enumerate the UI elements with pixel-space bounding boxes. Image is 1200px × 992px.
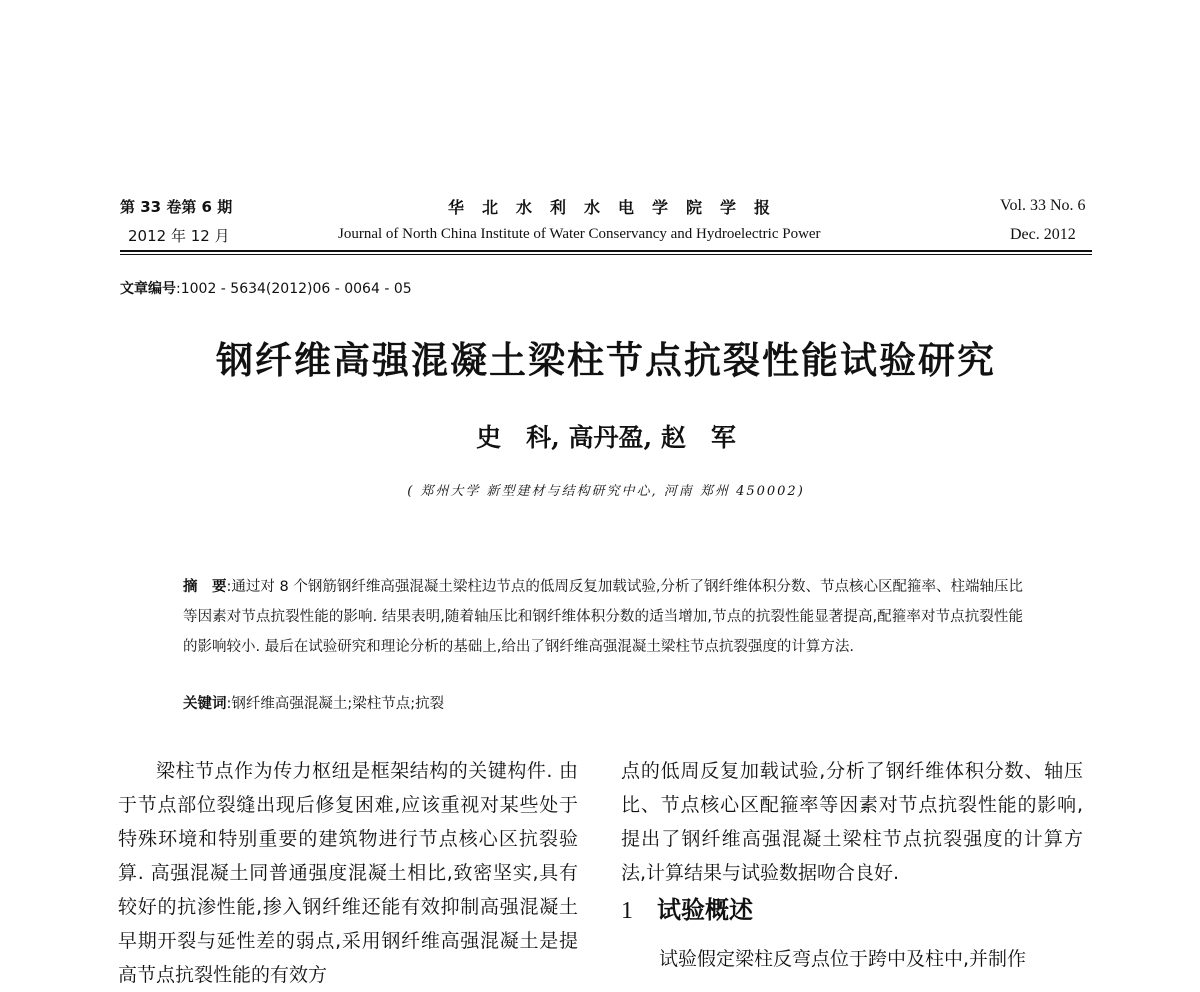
abstract-text: :通过对 8 个钢筋钢纤维高强混凝土梁柱边节点的低周反复加载试验,分析了钢纤维体积分数、节点核心区配箍率、柱端轴压比等因素对节点抗裂性能的影响. 结果表明,随着轴压比和钢纤维体积分数的适当增加,节点的抗裂性能显著提高,配箍率对节点抗裂性能的影响较小. 最后在试验研究和理论分析的基础上,给出了钢纤维高强混凝土梁柱节点抗裂强度的计算方法. [183,579,1024,655]
article-number-label: 文章编号 [120,281,176,297]
affiliation: ( 郑州大学 新型建材与结构研究中心, 河南 郑州 450002) [407,484,805,499]
volume-en: Vol. 33 No. 6 [1000,197,1086,214]
journal-title-cn: 华北水利水电学院学报 [448,198,789,217]
article-number [120,278,412,298]
abstract-label: 摘 要 [183,579,227,595]
keywords-label: 关键词 [183,696,227,712]
header-rule-thick [120,250,1092,252]
paper-title: 钢纤维高强混凝土梁柱节点抗裂性能试验研究 [216,339,996,382]
date-cn: 2012 年 12 月 [128,227,230,245]
section-text: 试验假定梁柱反弯点位于跨中及柱中,并制作 [659,948,1027,970]
section-heading [621,890,753,925]
section-title: 试验概述 [657,896,753,924]
keywords-text: :钢纤维高强混凝土;梁柱节点;抗裂 [226,696,445,712]
journal-title-en: Journal of North China Institute of Water Conservancy and Hydroelectric Power [338,226,821,242]
body-left-column: 梁柱节点作为传力枢纽是框架结构的关键构件. 由于节点部位裂缝出现后修复困难,应该重视对某些处于特殊环境和特别重要的建筑物进行节点核心区抗裂验算. 高强混凝土同普通强度混凝土相比,致密坚实,具有较好的抗渗性能,掺入钢纤维还能有效抑制高强混凝土早期开裂与延性差的弱点,采用钢纤维高强混凝土是提高节点抗裂性能的有效方 [118,760,578,986]
header-rule-thin [120,254,1092,255]
volume-cn: 第 33 卷第 6 期 [120,198,233,216]
body-right-column: 点的低周反复加载试验,分析了钢纤维体积分数、轴压比、节点核心区配箍率等因素对节点抗裂性能的影响,提出了钢纤维高强混凝土梁柱节点抗裂强度的计算方法,计算结果与试验数据吻合良好. [621,760,1083,884]
authors: 史 科, 高丹盈, 赵 军 [476,423,736,452]
keywords [183,692,1023,713]
abstract [183,572,1023,662]
section-number: 1 [621,898,633,924]
article-number-value: :1002 - 5634(2012)06 - 0064 - 05 [176,281,412,297]
date-en: Dec. 2012 [1010,226,1076,243]
